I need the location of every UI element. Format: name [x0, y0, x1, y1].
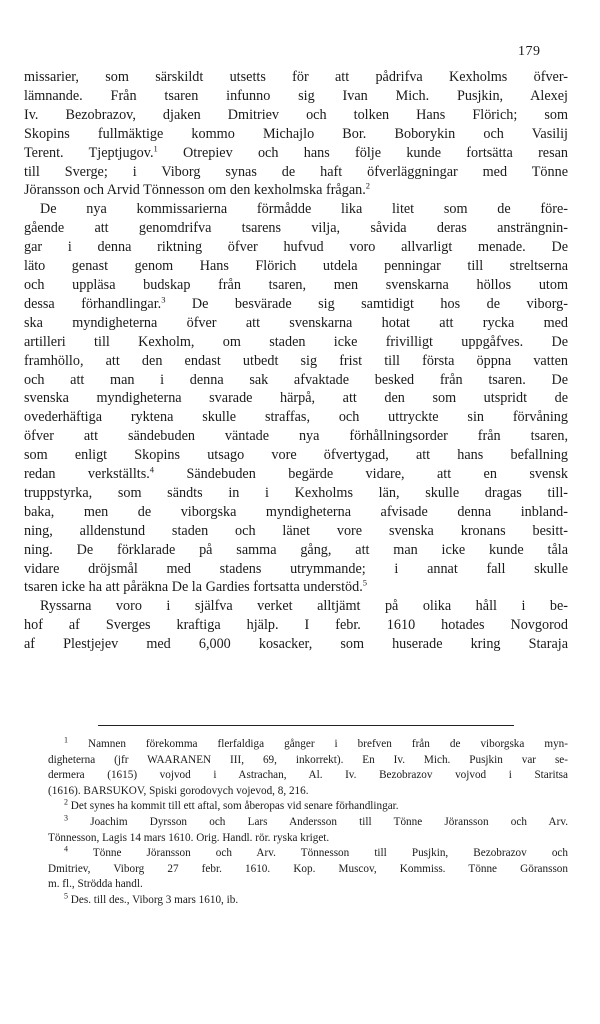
- text-line-content: lämnande. Från tsaren infunno sig Ivan Mich. Pusjkin, Alexej: [24, 87, 568, 104]
- text-line: [24, 68, 568, 87]
- footnote-line: [48, 768, 568, 784]
- text-line-content: svenska myndigheterna svarade härpå, att den som utspridt de: [24, 390, 568, 407]
- text-line-content: De nya kommissarierna förmådde lika litet som de före-: [40, 201, 568, 218]
- footnote-reference[interactable]: 3: [161, 294, 166, 305]
- text-line: [24, 635, 568, 654]
- text-line: [24, 352, 568, 371]
- text-line-content: gående att genomdrifva tsarens vilja, såvida deras ansträngnin-: [24, 220, 568, 237]
- text-line: [24, 597, 568, 616]
- text-line: [24, 616, 568, 635]
- footnote-line: [48, 831, 568, 847]
- footnote-reference[interactable]: 1: [153, 142, 158, 153]
- footnote-text: digheterna (jfr WAARANEN III, 69, inkorrekt). En Iv. Mich. Pusjkin var se-: [48, 753, 568, 766]
- text-line-content: baka, men de viborgska myndigheterna afvisade denna inbland-: [24, 503, 568, 520]
- footnote-text: Tönnesson, Lagis 14 mars 1610. Orig. Handl. rör. ryska kriget.: [48, 831, 330, 844]
- text-line-content: dessa förhandlingar.: [24, 295, 162, 312]
- footnote-line: [48, 815, 568, 831]
- page-number: 179: [518, 44, 541, 59]
- footnote-reference[interactable]: 5: [362, 577, 368, 588]
- text-line: [24, 465, 568, 484]
- text-line: [24, 219, 568, 238]
- text-line: [24, 446, 568, 465]
- text-line: [24, 522, 568, 541]
- text-line-content: artilleri till Kexholm, om staden icke frivilligt uppgåfves. De: [24, 333, 568, 350]
- footnote-line: [48, 784, 568, 800]
- text-line: [24, 125, 568, 144]
- text-line-content: hof af Sverges kraftiga hjälp. I febr. 1610 hotades Novgorod: [24, 617, 568, 634]
- footnote-line: [48, 862, 568, 878]
- footnote-line: [48, 877, 568, 893]
- footnote-reference[interactable]: 4: [149, 464, 155, 475]
- footnote-line: [48, 737, 568, 753]
- text-line: [24, 181, 568, 200]
- text-line: [24, 144, 568, 163]
- footnote-mark: 3: [64, 813, 68, 823]
- footnote-text: Det synes ha kommit till ett aftal, som åberopas vid senare förhandlingar.: [70, 800, 399, 813]
- footnote-text: Joachim Dyrsson och Lars Andersson till Tönne Jöransson och Arv.: [90, 815, 569, 828]
- text-line-content: till Sverge; i Viborg synas de haft öfverläggningar med Tönne: [24, 163, 568, 180]
- text-line: [24, 257, 568, 276]
- text-line-content: af Plestjejev med 6,000 kosacker, som huserade kring Staraja: [24, 636, 568, 653]
- text-line-content: Terent. Tjeptjugov.: [24, 144, 154, 161]
- text-line-content: ska myndigheterna öfver att svenskarna hotat att rycka med: [24, 314, 568, 331]
- text-line-content: ning. De förklarade på samma gång, att man icke kunde tåla: [24, 541, 568, 558]
- footnote-line: [48, 846, 568, 862]
- text-line: [24, 333, 568, 352]
- text-line: [24, 560, 568, 579]
- footnote-line: [48, 799, 568, 815]
- text-line: [24, 276, 568, 295]
- text-line: [24, 427, 568, 446]
- text-line-content: missarier, som särskildt utsetts för att pådrifva Kexholms öfver-: [24, 69, 568, 85]
- footnote-text: Namnen förekomma flerfaldiga gånger i brefven från de viborgska myn-: [88, 738, 568, 750]
- text-line: [24, 314, 568, 333]
- text-line-content: Jöransson och Arvid Tönnesson om den kexholmska frågan.: [24, 182, 366, 199]
- footnote-mark: 2: [64, 797, 68, 807]
- text-line-content: och att man i denna sak afvaktade besked från tsaren. De: [24, 371, 568, 388]
- footnote-text: (1616). BARSUKOV, Spiski gorodovych vojevod, 8, 216.: [48, 784, 309, 797]
- footnote-text: Des. till des., Viborg 3 mars 1610, ib.: [70, 893, 239, 906]
- text-line: [24, 163, 568, 182]
- text-line-content: vidare dröjsmål med stadens utrymmande; i annat fall skulle: [24, 560, 568, 577]
- footnote-line: [48, 753, 568, 769]
- text-line: [24, 238, 568, 257]
- text-line-content: som enligt Skopins utsago vore öfvertygad, att hans befallning: [24, 447, 568, 464]
- footnote-text: m. fl., Strödda handl.: [48, 878, 143, 891]
- text-line-content: truppstyrka, som sändts in i Kexholms län, skulle dragas till-: [24, 484, 568, 501]
- text-line: [24, 578, 568, 597]
- text-line: [24, 200, 568, 219]
- text-line-content: redan verkställts.: [24, 466, 150, 483]
- text-line-continuation: De besvärade sig samtidigt hos de viborg-: [165, 295, 568, 312]
- text-line-content: Skopins fullmäktige kommo Michajlo Bor. Boborykin och Vasilij: [24, 125, 568, 142]
- footnote-text: dermera (1615) vojvod i Astrachan, Al. Iv. Bezobrazov vojvod i Staritsa: [48, 769, 568, 782]
- text-line-continuation: Otrepiev och hans följe kunde fortsätta resan: [157, 144, 569, 161]
- footnote-mark: 5: [64, 891, 68, 901]
- text-line-continuation: Sändebuden begärde vidare, att en svensk: [154, 466, 568, 483]
- text-line: [24, 389, 568, 408]
- footnotes: [48, 737, 568, 909]
- text-line-content: Ryssarna voro i själfva verket alltjämt på olika håll i be-: [40, 598, 568, 615]
- text-line-content: läto genast genom Hans Flörich utdela penningar till streltserna: [24, 258, 568, 275]
- text-line: [24, 87, 568, 106]
- text-line: [24, 408, 568, 427]
- main-text: [24, 68, 568, 654]
- text-line: [24, 484, 568, 503]
- text-line-content: öfver att sändebuden väntade nya förhållningsorder från tsaren,: [24, 428, 568, 445]
- footnote-divider: [98, 725, 514, 726]
- text-line: [24, 503, 568, 522]
- footnote-line: [48, 893, 568, 909]
- footnote-reference[interactable]: 2: [365, 180, 371, 191]
- text-line-content: gar i denna riktning öfver hufvud voro allvarligt menade. De: [24, 239, 568, 256]
- footnote-text: Dmitriev, Viborg 27 febr. 1610. Kop. Muscov, Kommiss. Tönne Göransson: [48, 862, 568, 875]
- text-line: [24, 295, 568, 314]
- text-line-content: framhöllo, att den endast utbedt sig frist till första öppna vatten: [24, 352, 568, 369]
- text-line-content: ovederhäftiga ryktena skulle straffas, och uttryckte sin förvåning: [24, 409, 568, 426]
- text-line-content: ning, alldenstund staden och länet vore svenska kronans besitt-: [24, 522, 568, 539]
- text-line: [24, 371, 568, 390]
- footnote-mark: 4: [64, 844, 68, 854]
- text-line-content: tsaren icke ha att påräkna De la Gardies fortsatta understöd.: [24, 579, 363, 596]
- text-line-content: och uppläsa budskap från tsaren, men svenskarna höllos utom: [24, 276, 568, 293]
- text-line: [24, 541, 568, 560]
- footnote-text: Tönne Jöransson och Arv. Tönnesson till Pusjkin, Bezobrazov och: [92, 847, 568, 860]
- text-line-content: Iv. Bezobrazov, djaken Dmitriev och tolken Hans Flörich; som: [24, 106, 568, 123]
- footnote-mark: 1: [64, 735, 68, 745]
- text-line: [24, 106, 568, 125]
